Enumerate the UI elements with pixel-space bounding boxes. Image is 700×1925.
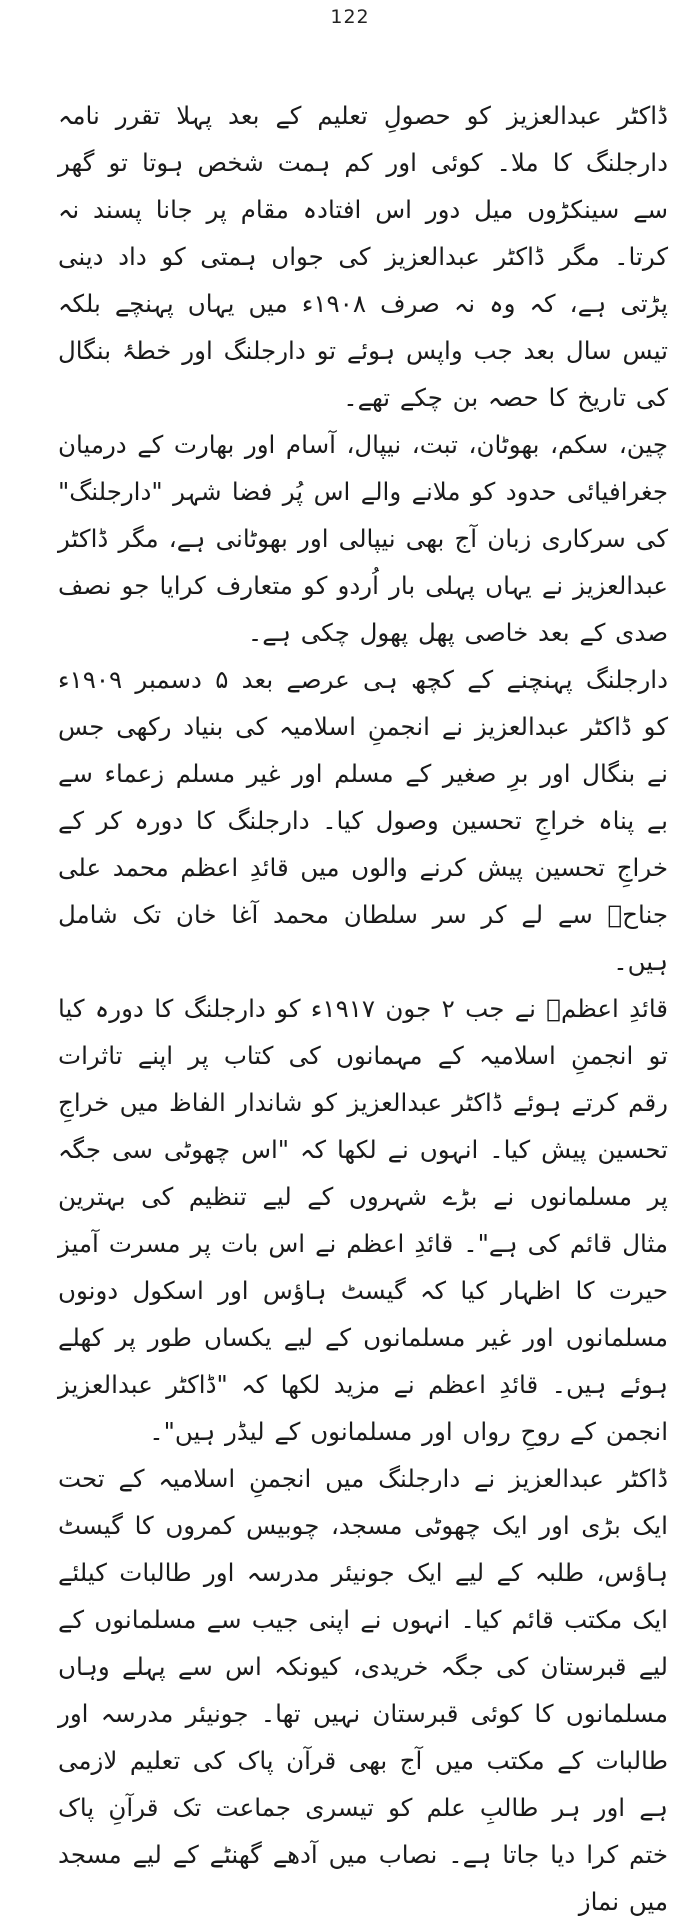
paragraph-2: چین، سکم، بھوٹان، تبت، نیپال، آسام اور بھارت کے درمیان جغرافیائی حدود کو ملانے والے اس پُر فضا شہر "دارجلنگ" کی سرکاری زبان آج بھی نیپالی اور بھوٹانی ہے، مگر ڈاکٹر عبدالعزیز نے یہاں پہلی بار اُردو کو متعارف کرایا جو نصف صدی کے بعد خاصی پھل پھول چکی ہے۔ — [58, 430, 668, 647]
paragraph-1: ڈاکٹر عبدالعزیز کو حصولِ تعلیم کے بعد پہلا تقرر نامہ دارجلنگ کا ملا۔ کوئی اور کم ہمت شخص ہوتا تو گھر سے سینکڑوں میل دور اس افتادہ مقام پر جانا پسند نہ کرتا۔ مگر ڈاکٹر عبدالعزیز کی جواں ہمتی کو داد دینی پڑتی ہے، کہ وہ نہ صرف ۱۹۰۸ء میں یہاں پہنچے بلکہ تیس سال بعد جب واپس ہوئے تو دارجلنگ اور خطۂ بنگال کی تاریخ کا حصہ بن چکے تھے۔ — [58, 101, 668, 412]
body-text — [58, 92, 668, 1925]
paragraph-5: ڈاکٹر عبدالعزیز نے دارجلنگ میں انجمنِ اسلامیہ کے تحت ایک بڑی اور ایک چھوٹی مسجد، چوبیس کمروں کا گیسٹ ہاؤس، طلبہ کے لیے ایک جونیئر مدرسہ اور طالبات کیلئے ایک مکتب قائم کیا۔ انہوں نے اپنی جیب سے مسلمانوں کے لیے قبرستان کی جگہ خریدی، کیونکہ اس سے پہلے وہاں مسلمانوں کا کوئی قبرستان نہیں تھا۔ جونیئر مدرسہ اور طالبات کے مکتب میں آج بھی قرآن پاک کی تعلیم لازمی ہے اور ہر طالبِ علم کو تیسری جماعت تک قرآنِ پاک ختم کرا دیا جاتا ہے۔ نصاب میں آدھے گھنٹے کے لیے مسجد میں نماز — [58, 1464, 668, 1916]
paragraph-3: دارجلنگ پہنچنے کے کچھ ہی عرصے بعد ۵ دسمبر ۱۹۰۹ء کو ڈاکٹر عبدالعزیز نے انجمنِ اسلامیہ کی بنیاد رکھی جس نے بنگال اور برِ صغیر کے مسلم اور غیر مسلم زعماء سے بے پناہ خراجِ تحسین وصول کیا۔ دارجلنگ کا دورہ کر کے خراجِ تحسین پیش کرنے والوں میں قائدِ اعظم محمد علی جناحؒ سے لے کر سر سلطان محمد آغا خان تک شامل ہیں۔ — [58, 665, 668, 976]
paragraph-4: قائدِ اعظمؒ نے جب ۲ جون ۱۹۱۷ء کو دارجلنگ کا دورہ کیا تو انجمنِ اسلامیہ کے مہمانوں کی کتاب پر اپنے تاثرات رقم کرتے ہوئے ڈاکٹر عبدالعزیز کو شاندار الفاظ میں خراجِ تحسین پیش کیا۔ انہوں نے لکھا کہ "اس چھوٹی سی جگہ پر مسلمانوں نے بڑے شہروں کے لیے تنظیم کی بہترین مثال قائم کی ہے"۔ قائدِ اعظم نے اس بات پر مسرت آمیز حیرت کا اظہار کیا کہ گیسٹ ہاؤس اور اسکول دونوں مسلمانوں اور غیر مسلمانوں کے لیے یکساں طور پر کھلے ہوئے ہیں۔ قائدِ اعظم نے مزید لکھا کہ "ڈاکٹر عبدالعزیز انجمن کے روحِ رواں اور مسلمانوں کے لیڈر ہیں"۔ — [58, 994, 669, 1446]
page-number: 122 — [330, 6, 370, 28]
